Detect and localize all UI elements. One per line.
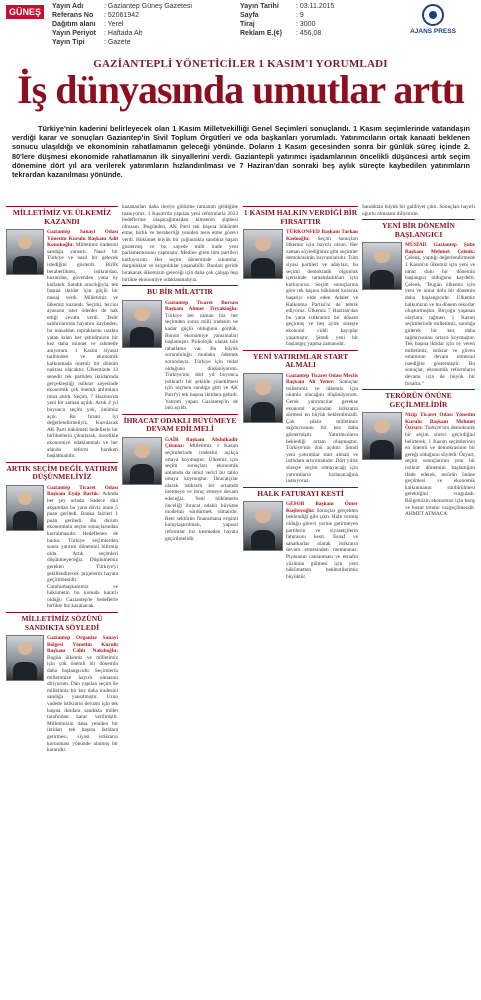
- section-heading: TERÖRÜN ÖNÜNE GEÇİLMELİDİR: [362, 389, 475, 409]
- column-2: [122, 204, 238, 996]
- column-3: [243, 204, 358, 996]
- speaker-name: [405, 412, 475, 431]
- portrait-photo: [122, 437, 162, 485]
- speaker-title: Gaziantep Ticaret Odası Başkanı Eyüp Bartık:: [47, 484, 118, 498]
- quote-text: Gaziantep Sanayi Odası Yönetim Kurulu Başkanı Adil Konukoğlu: Milletimiz iradesini sandığa yansıttı. Nasıl bir Türkiye ve nasıl bir gelecek istediğini gösterdi. Birlik beraberlikten, istikrardan, huzurdan, güvenden yana oy kullandı. Sandık aracılığıyla, tek başına iktidar için güçlü bir mesaj verdi. Milletimiz ve ülkemiz kazandı. Seçimi, tercini ayasızın ister ödenler de hak ettiği cevabı verdi. Terör saldırılarında hayatını kaybeden, bu masaldan topraklarını uzakta yatan kılan her şehidimizin bir kez daha minnet ve rahmetle anıyorum. 1 Kasım siyasal tarihinden ve ekonomik kalkınmada önemli bir dönüm noktası olacaktır. Ülkemizde 13 senedir tek partiden iktidarında gerçekleştiği istikrar sayesinde ekonomik çok önemli atılımlara imza atıldı. Seçim, 7 Haziran'da yeni bir zaman açıldı. Artık 4 yıl boyunca seçim yok, önümüz açık. Bu fırsatı iyi değerlendirmeliyiz. Kurulacak AK Parti hükümeti hedeflerle bir birliktelerin çıkartarak, öncelikle ekonomiye odaklanmalı ve her alanda reform hareketi başlatmalıdır.: [47, 229, 118, 460]
- meta-value: : Gazete: [104, 39, 131, 46]
- speaker-name: [405, 242, 475, 255]
- meta-value: : 3000: [296, 21, 316, 28]
- quote-text: TÜRKONFED Başkanı Tarkan Kadooğlu: Seçim sonuçları ülkemiz için hayırlı olsun. Her zaman söylediğimiz gibi seçimler demokrasinin bayramlarıdır. Tüm siyasi partileri ve adayları, bu seçimi demokratik olgunluk içerisinde tamamladıkları için kutluyoruz. Seçim sonuçlarına göre tek başına hükümet kuracak başarıyı elde eden Adalet ve Kalkınma Partisi'ni de tebrik ediyoruz. Ülkemiz 7 Haziran'dan bu yana istikrarsız bir dönem geçirmiş ve beş aylık süreçte ekonomi ciddi kayıplar yaşamıştır. Şimdi yeni bir başlangıç yapma zamanıdır.: [286, 229, 358, 348]
- speaker-title: TÜRKONFED Başkanı Tarkan Kadooğlu:: [286, 229, 358, 242]
- meta-row: [240, 20, 334, 29]
- section-heading: 1 KASIM HALKIN VERDİĞİ BİR FIRSATTIR: [243, 208, 358, 226]
- speaker-title: Nizip Ticaret Odası Yönetim Kurulu Başkanı Mehmet Özyurt:: [405, 412, 475, 432]
- meta-value: : Haftada Alt: [104, 30, 143, 37]
- meta-key: Sayfa: [240, 12, 259, 19]
- quote-text: Gaziantep Ticaret Odası Meclis Başkanı Ali Yener: Sonuçlar milletimiz ve ülkemiz için olumlu olacağını düşünüyorum. Gerek yatırımcılar gerekse ekonomi açısından istikrarın sürmesi en büyük beklentimizdi. Çok şükür milletimiz sağduyusunu bir kez daha göstermiştir. Yatırımcıların beklediği ortam oluşmuştur. Türkiye'nin önü açıktır. Şimdi yeni yatırımlar start almalı ve istihdam artırılmalıdır. Dört yıllık süreçte seçim olmayacağı için yatırımların hızlanacağına inanıyoruz.: [286, 372, 358, 485]
- meta-right: [240, 2, 334, 38]
- body-text: kazananları daha ileriye götürme ramanım geldiğine inanıyoruz. 1 Kasım'da yapılan yeni reformlarla 2023 hedeflerine ulaşacağımızdan kimsenin şüphesi olmasın. Bugünden, AK Parti tek başına hükümet etme, birlik ve beraberliği yeniden tesis etme görevi verdi. Hükümet büyük bir çoğunlukla sandıkta başarı göstermiş ve bu sayede milli irade yeni parlamentosunu yapmıştır. Medine giren tüm partileri kutluyorum. Her seçim döneminde sıkıntılar, dargınlıklar ve kırgınlıklar yaşanabilir. Bunları geride bırakarak ülkemizin geleceği için daha çok çalışıp hep birlikte ekonomiye odaklanmalıyız.: [122, 204, 238, 283]
- speaker-name: [286, 373, 358, 386]
- meta-row: [52, 38, 192, 47]
- quote-block: [122, 300, 238, 412]
- quote-block: [243, 501, 358, 580]
- meta-key: Yayın Tarihi: [240, 3, 279, 10]
- section-heading: BU BİR MİLATTIR: [122, 285, 238, 297]
- meta-row: [52, 2, 192, 11]
- meta-value: : 03.11.2015: [296, 3, 335, 10]
- speaker-title: Gaziantep Ticaret Odası Meclis Başkanı Ali Yener:: [286, 372, 358, 386]
- quote-block: [243, 229, 358, 348]
- speaker-name: [165, 300, 238, 313]
- agency-name: AJANS PRESS: [410, 28, 456, 35]
- speaker-title: Gaziantep Organize Sanayi Bölgesi Yönetim Kurulu Başkanı Cahit Nakıboğlu:: [47, 635, 118, 655]
- meta-row: [240, 11, 334, 20]
- quote-block: [243, 373, 358, 485]
- speaker-title: GAİB Başkanı Abdulkadir Çıkmaz:: [165, 436, 238, 450]
- section-heading: İHRACAT ODAKLI BÜYÜMEYE DEVAM EDİLMELİ: [123, 415, 237, 434]
- meta-row: [52, 29, 192, 38]
- meta-key: Referans No: [52, 12, 94, 19]
- portrait-photo: [6, 635, 44, 681]
- meta-key: Dağıtım alanı: [52, 21, 96, 28]
- newspaper-logo: GÜNEŞ: [6, 5, 44, 19]
- speaker-title: GESOB Başkanı Ömer Kuşbeyoğlu:: [286, 501, 358, 514]
- portrait-photo: [243, 501, 283, 551]
- quote-text: Gaziantep Organize Sanayi Bölgesi Yönetim Kurulu Başkanı Cahit Nakıboğlu: Bugün ülkemiz ve milletimiz için çok önemli bir dönemin daha başlangıcıdır. Seçimlerin milletimize hayırlı olmasını diliyorum. Dün yapılan seçim ile milletimiz bir kez daha iradesini sandığa yansıtmıştır. Uzun vadede istikrarın devamı için tek başına iktidara sandıkta millet tarafından karar verilmiştir. Milletimizin daha yeniden bir iktidarı tek başına iktidara getirmesi, siyasi istikrarın korunması yönünde alınmış bir kararıdır.: [47, 635, 118, 754]
- meta-value: : Gaziantep Güneş Gazetesi: [104, 3, 192, 10]
- section-heading: MİLLETİMİZ SÖZÜNÜ SANDIKTA SÖYLEDİ: [6, 612, 118, 632]
- portrait-photo: [362, 412, 402, 460]
- article-kicker: GAZİANTEPLİ YÖNETİCİLER 1 KASIM'I YORUMLADI: [93, 58, 388, 70]
- portrait-photo: [6, 229, 44, 275]
- clipping-header: [0, 0, 481, 50]
- meta-key: Tiraj: [240, 21, 255, 28]
- quote-block: [362, 242, 475, 387]
- speaker-name: [47, 229, 118, 248]
- section-heading: ARTIK SEÇİM DEĞİL YATIRIM DÜŞÜNMELİYİZ: [6, 463, 118, 482]
- portrait-photo: [122, 300, 162, 348]
- meta-row: [52, 11, 192, 20]
- meta-row: [240, 2, 334, 11]
- portrait-photo: [243, 229, 283, 279]
- quote-text: Gaziantep Ticaret Odası Başkanı Eyüp Bartık: Adında her şey ortada. Sadece dün akşamdan bu yana döviz oranı 5 puan geriledi. Banka faizleri 1 puan geriledi. Bu durum ekonominin seçim sonuçlarından kurtulmasıdır. Hedeflenen de budur. Türkiye seçimlerden sonra yatırım dönemini bitirmiş oldu. Artık seçimleri düşünmeyeceğiz. Düşünmemiz gereken Türkiye'yi şekillendirecek projelerin hayata geçirilmesidir. Cumhurbaşkanımız ve hükümetin bu konuda kararlı olduğu Gaziantep'te hedeflerle birlikte hız kazanacak.: [47, 484, 118, 610]
- column-4: [362, 204, 475, 996]
- section-heading: YENİ BİR DÖNEMİN BAŞLANGICI: [362, 219, 475, 239]
- quote-text: GESOB Başkanı Ömer Kuşbeyoğlu: Sonuçlar gerçekten beklendiği gibi çıktı. Halk vermiş olduğu görevi yerine getirmeyen partilerin ve siyasetçilerin faturasını kesti. Esnaf ve sanatkarlar olarak istikrarın devam etmesinden memnunuz. Piyasanın canlanması ve esnafın yüzünün gülmesi için yeni hükümetten beklentilerimiz büyüktür.: [286, 501, 358, 580]
- quote-text: Gaziantep Ticaret Borsası Başkanı Ahmet Tiryakioğlu: Türkiye her zaman biz her seçimden sonra milli iradenin ne kadar güçlü olduğunu gördük. Bunun ekonomiye yansımaları başlamıştır. Psikolojik olarak bile rahatlama var. Bu büyük sorumluluğu mutlaka ödemek zorundayız. Türkiye için milat olduğunu düşünüyorum. Türkiye'nin dört yıl boyunca istikrarlı bir şekilde yönetilmesi için seçmen sandığa gitti ve AK Parti'yi tek başına iktidara getirdi. Yatırım yapan Gaziantep'in de önü açıldı.: [165, 299, 238, 412]
- meta-key: Yayın Tipi: [52, 39, 85, 46]
- meta-row: [52, 20, 192, 29]
- quote-block: [122, 437, 238, 543]
- agency-logo-icon: [422, 4, 444, 26]
- speaker-name: [47, 635, 118, 654]
- meta-value: : Yerel: [104, 21, 124, 28]
- meta-value: : 456,08: [296, 30, 322, 37]
- speaker-title: MÜSİAD Gaziantep Şube Başkanı Mehmet Çelenk:: [405, 242, 475, 255]
- meta-row: [240, 29, 334, 38]
- meta-key: Reklam E.(¢): [240, 30, 283, 37]
- quote-text: MÜSİAD Gaziantep Şube Başkanı Mehmet Çelenk: Çelenk, yaptığı değerlendirmede 1 Kasım'ın ülkemiz için yeni ve umut dolu bir dönemin başlangıcı olduğunu kaydetti. Çelenk, "Bugün ülkemiz için yeni ve umut dolu bir dönemin daha başlangıcıdır. Ülkemiz halkımızın ve bu dönem rekorlar oluşturmuştur. Birçoğu yaşanan olaylara rağmen 1 Kasım seçimlerinde milletimiz, sandığa giderek bir kez daha sağduyusunu ortaya koymuştur. Tek başına iktidar için oy veren milletimiz, istikrar ve güven ortamının devam etmesini istediğini göstermiştir. Bu sonuçlar, ekonomik reformların devamı için de büyük bir fırsattır.": [405, 242, 475, 387]
- speaker-name: [47, 485, 118, 498]
- speaker-name: [165, 437, 238, 450]
- meta-value: : 9: [296, 12, 304, 19]
- article-headline: İş dünyasında umutlar arttı: [17, 67, 464, 112]
- column-1: [6, 204, 118, 996]
- meta-value: : 52061942: [104, 12, 140, 19]
- section-heading: MİLLETİMİZ VE ÜLKEMİZ KAZANDI: [6, 206, 118, 226]
- portrait-photo: [243, 373, 283, 423]
- portrait-photo: [362, 242, 402, 290]
- quote-block: [6, 485, 118, 610]
- meta-key: Yayın Adı: [52, 3, 84, 10]
- meta-key: Yayın Periyot: [52, 30, 96, 37]
- quote-text: Nizip Ticaret Odası Yönetim Kurulu Başkanı Mehmet Özyurt: Türkiye'nin demokratik bir seçim süreci geçirdiğini belirterek, 1 Kasım seçimlerinin en önemli ve demokrasinin bir gereği olduğunu söyledi. Özyurt, seçim sonuçlarının yeni bir istikrar dönemini başlattığını ifade ederek, terörün önüne geçilmesi ve ekonomik kalkınmanın sürdürülmesi gerektiğini vurguladı. Bölgemizin ekonomisi için barış ve huzur ortamı vazgeçilmezdir. AHMET ATMACA: [405, 412, 475, 518]
- agency-logo: [398, 4, 468, 35]
- speaker-title: Gaziantep Sanayi Odası Yönetim Kurulu Başkanı Adil Konukoğlu:: [47, 229, 118, 249]
- quote-block: [6, 635, 118, 754]
- quote-text: GAİB Başkanı Abdulkadir Çıkmaz: Milletimiz 1 Kasım seçimlerinde iradesini açıkça ortaya koymuştur. Ülkemiz için seçim sonuçları ekonomik anlamda da umut verici bir tablo ortaya koymuştur. İhracatçılar olarak istikrarlı bir ortamda üretmeye ve ihraç etmeye devam edeceğiz. Yeni hükümetin önceliği ihracat odaklı büyüme modelini sürdürmek olmalıdır. Reel sektörün finansmana erişimi kolaylaştırılmalı, yapısal reformlar hız kesmeden hayata geçirilmelidir.: [165, 436, 238, 542]
- section-heading: HALK FATURAYI KESTİ: [243, 487, 358, 499]
- quote-block: [6, 229, 118, 460]
- speaker-title: Gaziantep Ticaret Borsası Başkanı Ahmet Tiryakioğlu:: [165, 299, 238, 313]
- section-heading: YENİ YATIRIMLAR START ALMALI: [243, 350, 358, 370]
- body-text: Sandıktan büyük bir galibiyet çıktı. Sonuçları hayırlı uğurlu olmasını diliyorum.: [362, 204, 475, 217]
- speaker-name: [286, 229, 358, 242]
- meta-left: [52, 2, 192, 47]
- speaker-name: [286, 501, 358, 514]
- portrait-photo: [6, 485, 44, 531]
- quote-block: [362, 412, 475, 518]
- article-lead: Türkiye'nin kaderini belirleyecek olan 1 Kasım Milletvekilliği Genel Seçimleri sonuçlandı. 1 Kasım seçimlerinde vatandaşın verdiği karar ve sonuçları Gaziantep'in Sivil Toplum Örgütleri ve oda başkanları yorumladı. Yatırımcıların ortak kanaati beklenen sonucu ulaşıldığı ve ekonominin rahatlamanın geleceği yönünde. Doların 1 Kasım gecesinden sonra bir günlük süreç içinde 2. 80'lere düşmesi ekonomide rahatlamanın ilk sinyallerini verdi. Gaziantepli yatırımcı işadamlarının öncelikli düşüncesi artık seçim dönemine dört yıl ara verilerek yatırımların hızlandırılması ve 7 Haziran'dan sonraki beş aylık süreçte kaybedilen yatırımların tekrardan kazanılması yönünde.: [12, 124, 470, 180]
